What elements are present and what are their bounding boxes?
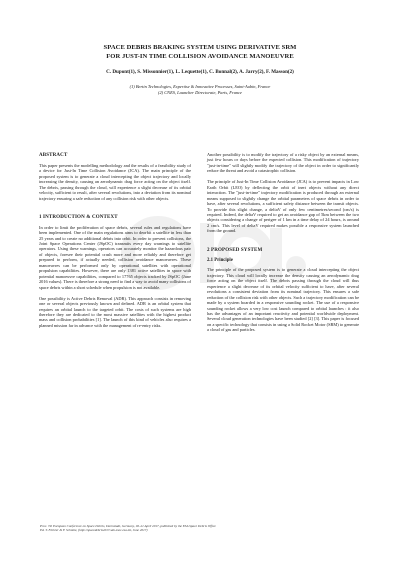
- abstract-heading: ABSTRACT: [39, 153, 68, 158]
- affiliation-1: (1) Bertin Technologies, Expertise & Innovative Processes, Saint-Aubin, France: [129, 84, 271, 89]
- author-list: C. Dupont(1), S. Missonnier(1), L. Lequette(1), C. Bonnal(2), A. Jarry(2), F. Masson(2): [106, 69, 294, 75]
- footer-line-2: Ed. T. Flohrer & F. Schmitz, (http://spacedebris2017.sdo.esoc.esa.int, June 2017): [40, 528, 148, 533]
- principle-paragraph: The principle of the proposed system is to generate a cloud intercepting the object trajectory. This cloud will locally increase the density causing an aerodynamic drag force acting on the object itself. The debris passing through the cloud will thus experience a slight decrease of its orbital velocity sufficient to have, after several revolutions a consistent deviation from its nominal trajectory. This ensures a safe reduction of the collision risk with other objects. Such a trajectory modification can be made by a system boarded in a responsive sounding rocket. The use of a responsive sounding rocket allows a very low cost launch compared to orbital launches : it also has the advantages of an important reactivity and potential worldwide deployment. Several cloud generation technologies have been studied [2] [3]. This paper is focused on a specific technology that consists in using a Solid Rocket Motor (SRM) to generate a cloud of gas and particles.: [207, 267, 359, 333]
- abstract-text: This paper presents the modelling methodology and the results of a feasibility study of a device for Just-In Time Collision Avoidance (JCA). The main principle of the proposed system is to generate a cloud intercepting the object trajectory and locally increasing the density, causing an aerodynamic drag force acting on the object itself. The debris, passing through the cloud, will experience a slight decrease of its orbital velocity, sufficient to result, after several revolutions, into a deviation from its nominal trajectory ensuring a safe reduction of any collision risk with other objects.: [39, 163, 191, 201]
- right-paragraph-1: Another possibility is to modify the trajectory of a risky object by an external means, just few hours or days before the expected collision. This modification of trajectory "just-in-time" will slightly modify the trajectory of the object in order to significantly reduce the threat and avoid a catastrophic collision.: [207, 152, 359, 174]
- left-column: [39, 152, 191, 334]
- intro-heading: 1 INTRODUCTION & CONTEXT: [39, 214, 118, 220]
- affiliations: [40, 84, 360, 95]
- title-line-1: SPACE DEBRIS BRAKING SYSTEM USING DERIVATIVE SRM: [103, 44, 297, 51]
- proposed-system-heading: 2 PROPOSED SYSTEM: [207, 248, 263, 254]
- title-line-2: FOR JUST-IN TIME COLLISION AVOIDANCE MANOEUVRE: [106, 53, 294, 60]
- paper-title: [40, 43, 360, 61]
- principle-heading: 2.1 Principle: [207, 258, 233, 264]
- intro-paragraph-2: One possibility is Active Debris Removal (ADR). This approach consists in removing one or several objects previously known and defined. ADR is an orbital system that requires an orbital launch to the targeted orbit. The costs of such systems are high therefore they are dedicated to the most massive satellites with the highest product mass and collision probabilities [1]. The launch of this kind of vehicles also requires a planned mission far in advance with the management of re-entry risks.: [39, 295, 191, 328]
- affiliation-2: (2) CNES, Launcher Directorate, Paris, France: [158, 89, 242, 95]
- footer: [40, 524, 360, 532]
- right-column: [207, 152, 359, 338]
- intro-paragraph-1: In order to limit the proliferation of space debris, several rules and regulations have been implemented. One of the main regulations aims to deorbit a satellite in less than 25 years and to create no additional debris into orbit. In order to prevent collisions, the Joint Space Operations Center (JSpOC) transmits every day warnings to satellite operators. Using these warnings, operators can accurately monitor the hazardous pair of objects, foresee their potential crash more and more reliably and therefore get prepared to perform, if actually needed, collision avoidance manoeuvres. These manoeuvres can be performed only by operational satellites with operational propulsion capabilities. However, there are only 1381 active satellites in space with potential manoeuvre capabilities, compared to 17765 objects tracked by JSpOC (June 2016 values). There is therefore a strong need to find a way to avoid many collisions of space debris within a short schedule when propulsion is not available.: [39, 224, 191, 290]
- footer-line-1: Proc. 7th European Conference on Space Debris, Darmstadt, Germany, 18–21 April 2017, published by the ESA Space Debris Office: [40, 524, 216, 528]
- right-paragraph-2: The principle of Just-In Time Collision Avoidance (JCA) is to prevent impacts in Low Earth Orbit (LEO) by deflecting the orbit of inert objects without any direct interaction. The "just-in-time" trajectory modification is produced through an external means supposed to slightly change the orbital parameters of space debris in order to have, after several revolutions, a sufficient safety distance between the transit objects. To provide this slight change, a deltaV of only few centimetres/second (cm/s) is required. Indeed, the deltaV required to get an avoidance gap of 5km between the two objects considering a change of perigee of 1 km in a time delay of 24 hours, is around 2 cm/s. This level of deltaV required makes possible a responsive system launched from the ground.: [207, 179, 359, 234]
